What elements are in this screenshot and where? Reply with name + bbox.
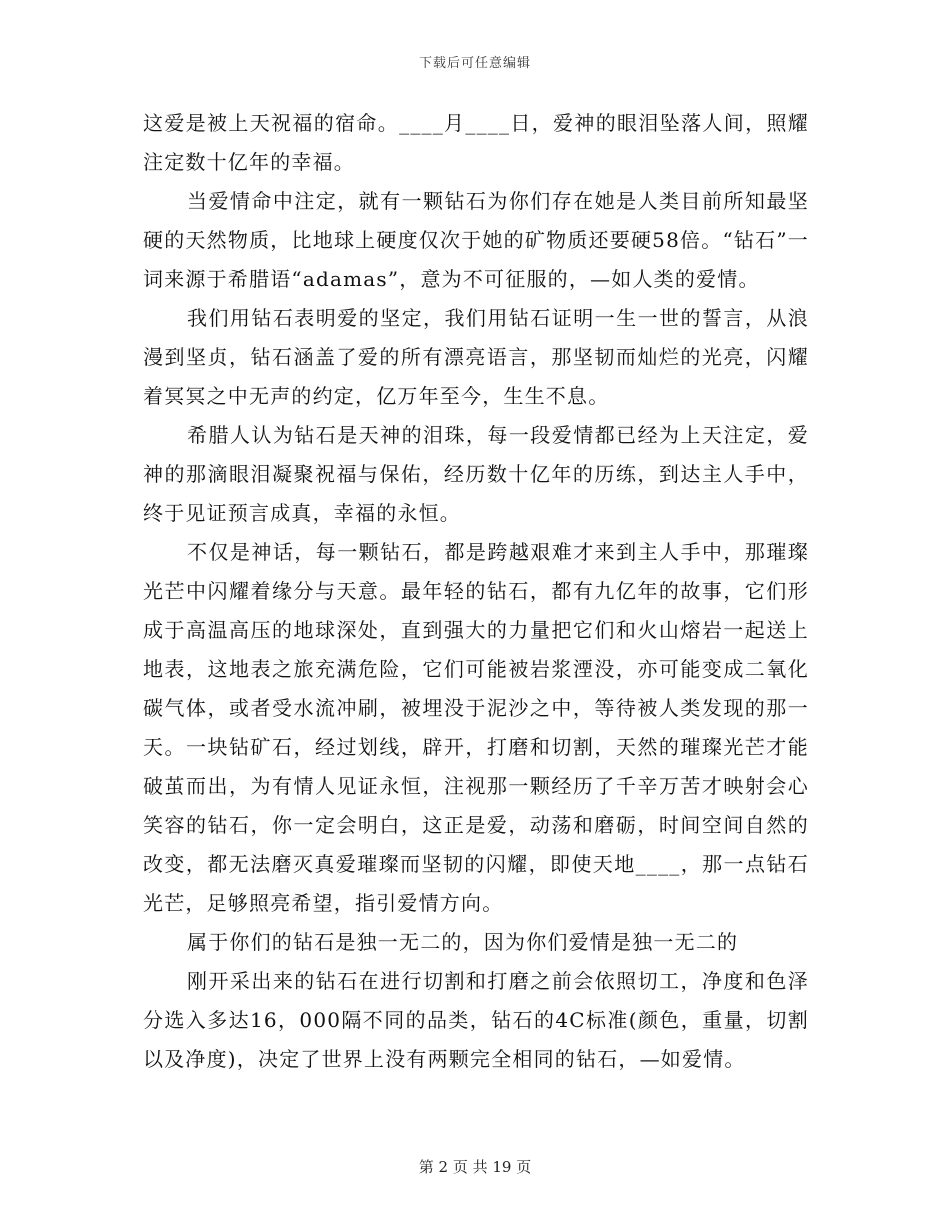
page-footer: 第 2 页 共 19 页 <box>418 1158 532 1176</box>
paragraph-6: 属于你们的钻石是独一无二的，因为你们爱情是独一无二的 <box>187 930 739 954</box>
paragraph-3: 我们用钻石表明爱的坚定，我们用钻石证明一生一世的誓言，从浪漫到坚贞，钻石涵盖了爱的所有漂亮语言，那坚韧而灿烂的光亮，闪耀着冥冥之中无声的约定，亿万年至今，生生不息。 <box>143 306 809 408</box>
paragraph-7: 刚开采出来的钻石在进行切割和打磨之前会依照切工，净度和色泽分选入多达16，000隔不同的品类，钻石的4C标准(颜色，重量，切割以及净度)，决定了世界上没有两颗完全相同的钻石，—如爱情。 <box>143 969 809 1071</box>
page-header: 下载后可任意编辑 <box>418 56 531 71</box>
paragraph-1: 这爱是被上天祝福的宿命。____月____日，爱神的眼泪坠落人间，照耀注定数十亿年的幸福。 <box>143 111 809 174</box>
document-body <box>143 104 809 1079</box>
paragraph-2: 当爱情命中注定，就有一颗钻石为你们存在她是人类目前所知最坚硬的天然物质，比地球上硬度仅次于她的矿物质还要硬58倍。“钻石”一词来源于希腊语“adamas”，意为不可征服的，—如人类的爱情。 <box>143 189 809 291</box>
paragraph-4: 希腊人认为钻石是天神的泪珠，每一段爱情都已经为上天注定，爱神的那滴眼泪凝聚祝福与保佑，经历数十亿年的历练，到达主人手中，终于见证预言成真，幸福的永恒。 <box>143 423 809 525</box>
paragraph-5: 不仅是神话，每一颗钻石，都是跨越艰难才来到主人手中，那璀璨光芒中闪耀着缘分与天意。最年轻的钻石，都有九亿年的故事，它们形成于高温高压的地球深处，直到强大的力量把它们和火山熔岩一起送上地表，这地表之旅充满危险，它们可能被岩浆湮没，亦可能变成二氧化碳气体，或者受水流冲刷，被埋没于泥沙之中，等待被人类发现的那一天。一块钻矿石，经过划线，辟开，打磨和切割，天然的璀璨光芒才能破茧而出，为有情人见证永恒，注视那一颗经历了千辛万苦才映射会心笑容的钻石，你一定会明白，这正是爱，动荡和磨砺，时间空间自然的改变，都无法磨灭真爱璀璨而坚韧的闪耀，即使天地____，那一点钻石光芒，足够照亮希望，指引爱情方向。 <box>143 540 809 915</box>
